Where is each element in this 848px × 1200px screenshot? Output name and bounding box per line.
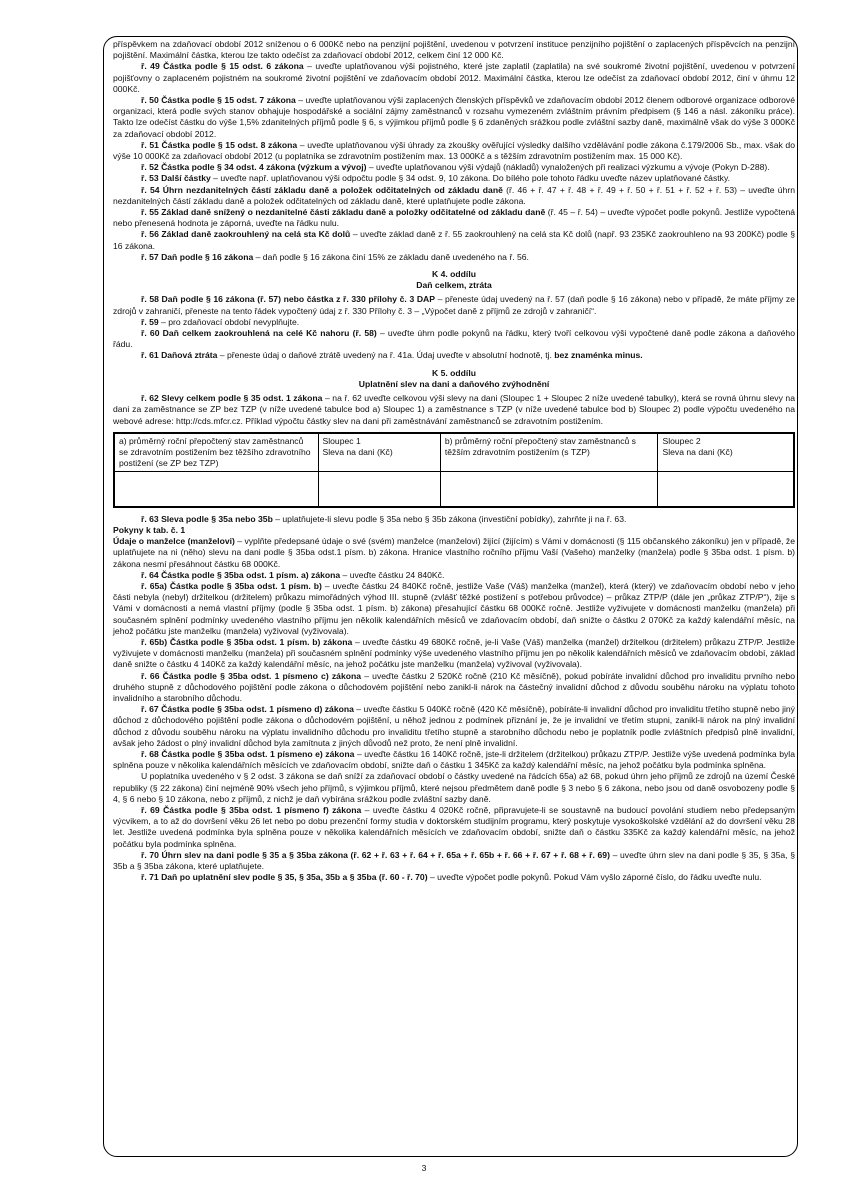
paragraph-r61: ř. 61 Daňová ztráta – přeneste údaj o daňové ztrátě uvedený na ř. 41a. Údaj uveďte v absolutní hodnotě, tj. bez znaménka minus. <box>141 350 643 361</box>
section-4-subtitle: Daň celkem, ztráta <box>416 280 492 291</box>
paragraph-r49: ř. 49 Částka podle § 15 odst. 6 zákona – uveďte uplatňovanou výši pojistného, které jste zaplatil (zaplatila) na své soukromé životní pojištění, uvedenou v potvrzení pojišťovny o zaplaceném pojistném na soukromé životní pojištění ve zdaňovacím období 2012. Maximální částka, kterou lze odečíst za zdaňovací období 2012, činí v úhrnu 12 000Kč. <box>113 61 795 94</box>
section-5-subtitle: Uplatnění slev na dani a daňového zvýhodnění <box>358 378 550 389</box>
paragraph-intro: příspěvkem na zdaňovací období 2012 sníženou o 6 000Kč nebo na penzijní pojištění, uvedenou v potvrzení instituce penzijního pojištění o zaplacených příspěvcích na penzijní pojištění. Maximální částka, kterou lze takto odečíst za zdaňovací období 2012, celkem činí 12 000 Kč. <box>113 39 795 61</box>
paragraph-r52: ř. 52 Částka podle § 34 odst. 4 zákona (výzkum a vývoj) – uveďte uplatňovanou výši výdajů (nákladů) vynaložených při realizaci výzkumu a vývoje (Pokyn D-288). <box>141 162 770 173</box>
paragraph-r51: ř. 51 Částka podle § 15 odst. 8 zákona – uveďte uplatňovanou výši úhrady za zkoušky ověřující výsledky dalšího vzdělávání podle zákona č.179/2006 Sb., max. však do výše 10 000Kč za zdaňovací období 2012 (u poplatníka se zdravotním postižením max. 13 000Kč a s těžším zdravotním postižením max. 15 000 Kč). <box>113 139 795 162</box>
paragraph-r66: ř. 66 Částka podle § 35ba odst. 1 písmeno c) zákona – uveďte částku 2 520Kč ročně (210 Kč měsíčně), pokud pobíráte invalidní důchod pro invaliditu prvního nebo druhého stupně z důchodového pojištění podle zákona o důchodovém pojištění nebo zanikl-li nárok na částečný invalidní důchod z důvodu souběhu nároku na výplatu tohoto invalidního a starobního důchodu. <box>113 670 795 703</box>
paragraph-r55: ř. 55 Základ daně snížený o nezdanitelné části základu daně a položky odčitatelné od základu daně (ř. 45 – ř. 54) – uveďte výpočet podle pokynů. Jestliže vypočtená nebo přenesená hodnota je záporná, uveďte na řádku nulu. <box>113 207 795 229</box>
table-cell-col1-header: Sloupec 1 Sleva na dani (Kč) <box>318 433 440 472</box>
paragraph-r60: ř. 60 Daň celkem zaokrouhlená na celé Kč nahoru (ř. 58) – uveďte úhrn podle pokynů na řádku, který tvoří celkovou výši vypočtené daně podle zákona a daňového řádu. <box>113 328 795 350</box>
paragraph-r62: ř. 62 Slevy celkem podle § 35 odst. 1 zákona – na ř. 62 uveďte celkovou výši slevy na dani (Sloupec 1 + Sloupec 2 níže uvedené tabulky), která se rovná úhrnu slevy na dani za zaměstnance se ZP bez TZP (v níže uvedené tabulce bod a) Sloupec 1) a zaměstnance s TZP (v níže uvedené tabulce bod b) Sloupec 2) podle výpočtu uvedeného na webové adrese: http://cds.mfcr.cz. Příklad výpočtu částky slev na dani při zaměstnávání zaměstnanců se zdravotním postižením. <box>113 393 795 426</box>
page-number: 3 <box>421 1163 427 1173</box>
disability-discount-table <box>113 432 795 508</box>
paragraph-r63: ř. 63 Sleva podle § 35a nebo 35b – uplatňujete-li slevu podle § 35a nebo § 35b zákona (investiční pobídky), zahrňte ji na ř. 63. <box>141 513 627 524</box>
table-cell-b-label: b) průměrný roční přepočtený stav zaměstnanců s těžším zdravotním postižením (s TZP) <box>440 433 658 472</box>
table-header-row <box>114 433 794 472</box>
table-cell-col2-header: Sloupec 2 Sleva na dani (Kč) <box>658 433 794 472</box>
paragraph-r65a: ř. 65a) Částka podle § 35ba odst. 1 písm. b) – uveďte částku 24 840Kč ročně, jestliže Vaše (Váš) manželka (manžel), která (který) ve zdaňovacím období nebo v jeho části nebyla (nebyl) držitelkou (držitelem) průkazu mimořádných výhod III. stupně (zvlášť těžké postižení s potřebou průvodce) – průkaz ZTP/P (dále jen „průkaz ZTP/P“), žije s Vámi v domácnosti a nemá vlastní příjmy (podle § 35ba odst. 1 písm. b) zákona) přesahující částku 68 000Kč ročně. Jestliže vyživujete v domácnosti manželku (manžela) při současném splnění podmínky uvedeného vlastního příjmu jen několik kalendářních měsíců ve zdaňovacím období, daň snižte o částku 2 070Kč za každý kalendářní měsíc, na jehož počátku jste manželku (manžela) vyživoval (vyživovala). <box>113 580 795 636</box>
paragraph-r65b: ř. 65b) Částka podle § 35ba odst. 1 písm. b) zákona – uveďte částku 49 680Kč ročně, je-li Vaše (Váš) manželka (manžel) držitelkou (držitelem) průkazu ZTP/P. Jestliže vyživujete v domácnosti manželku (manžela) při současném splnění podmínky výše uvedeného vlastního příjmu jen po několik kalendářních měsíců ve zdaňovacím období, základ daně snižte o částku 4 140Kč za každý kalendářní měsíc, na jehož počátku jste manželku (manžela) vyživoval (vyživovala). <box>113 636 795 670</box>
table-cell-a-label: a) průměrný roční přepočtený stav zaměstnanců se zdravotním postižením bez těžšího zdravotního postižení (se ZP bez TZP) <box>114 433 318 472</box>
paragraph-r54: ř. 54 Úhrn nezdanitelných částí základu daně a položek odčitatelných od základu daně (ř. 46 + ř. 47 + ř. 48 + ř. 49 + ř. 50 + ř. 51 + ř. 52 + ř. 53) – uveďte úhrn nezdanitelných částí základu daně a položek odčitatelných od základu daně, které uplatňujete podle zákona. <box>113 184 796 206</box>
paragraph-r57: ř. 57 Daň podle § 16 zákona – daň podle § 16 zákona činí 15% ze základu daně uvedeného na ř. 56. <box>141 251 529 262</box>
paragraph-r59: ř. 59 – pro zdaňovací období nevyplňujte. <box>141 316 300 327</box>
table-input-col2[interactable] <box>658 471 794 507</box>
table-input-b[interactable] <box>440 471 658 507</box>
paragraph-r56: ř. 56 Základ daně zaokrouhlený na celá sta Kč dolů – uveďte základ daně z ř. 55 zaokrouhlený na celá sta Kč dolů (např. 93 235Kč zaokrouhleno na 93 200Kč) podle § 16 zákona. <box>113 229 795 251</box>
paragraph-r50: ř. 50 Částka podle § 15 odst. 7 zákona – uveďte uplatňovanou výši zaplacených členských příspěvků ve zdaňovacím období 2012 členem odborové organizace odborové organizaci, která podle svých stanov obhajuje hospodářské a sociální zájmy zaměstnanců v rozsahu vymezeném zvláštním právním předpisem (§ 146 a násl. zákoníku práce). Takto lze odečíst částku do výše 1,5% zdanitelných příjmů podle § 6, s výjimkou příjmů podle § 6 zdaněných srážkou podle zvláštní sazby daně, maximálně však do výše 3 000Kč za zdaňovací období 2012. <box>113 95 795 139</box>
table-input-row <box>114 471 794 507</box>
paragraph-r53: ř. 53 Další částky – uveďte např. uplatňovanou výši odpočtu podle § 34 odst. 9, 10 zákona. Do bílého pole tohoto řádku uveďte název uplatňované částky. <box>141 173 730 184</box>
paragraph-r68: ř. 68 Částka podle § 35ba odst. 1 písmeno e) zákona – uveďte částku 16 140Kč ročně, jste-li držitelem (držitelkou) průkazu ZTP/P. Jestliže výše uvedená podmínka byla splněna pouze v několika kalendářních měsících ve zdaňovacím období, snižte daň o částku 1 345Kč za každý kalendářní měsíc, na jehož počátku byla podmínka splněna. <box>113 748 795 771</box>
table-input-a[interactable] <box>114 471 318 507</box>
section-5-title: K 5. oddílu <box>432 367 476 378</box>
instructions-text <box>113 39 795 883</box>
paragraph-r69: ř. 69 Částka podle § 35ba odst. 1 písmeno f) zákona – uveďte částku 4 020Kč ročně, připravujete-li se soustavně na budoucí povolání studiem nebo předepsaným výcvikem, a to až do dovršení věku 26 let nebo po dobu prezenční formy studia v doktorském studijním programu, který poskytuje vysokoškolské vzdělání až do dovršení věku 28 let. Jestliže uvedená podmínka byla splněna pouze v několika kalendářních měsících ve zdaňovacím období, snižte daň o částku 335Kč za každý kalendářní měsíc, na jehož počátku byla podmínka splněna. <box>113 804 796 849</box>
paragraph-r64: ř. 64 Částka podle § 35ba odst. 1 písm. a) zákona – uveďte částku 24 840Kč. <box>141 569 445 580</box>
paragraph-r58: ř. 58 Daň podle § 16 zákona (ř. 57) nebo částka z ř. 330 přílohy č. 3 DAP – přeneste údaj uvedený na ř. 57 (daň podle § 16 zákona) nebo v případě, že máte příjmy ze zdrojů v zahraničí, přeneste na tento řádek vypočtený údaj z ř. 330 Přílohy č. 3 – „Výpočet daně z příjmů ze zdrojů v zahraničí“. <box>113 294 795 316</box>
section-4-title: K 4. oddílu <box>432 269 476 280</box>
table-input-col1[interactable] <box>318 471 440 507</box>
tab1-heading: Pokyny k tab. č. 1 <box>113 524 186 535</box>
paragraph-r70: ř. 70 Úhrn slev na dani podle § 35 a § 35ba zákona (ř. 62 + ř. 63 + ř. 64 + ř. 65a + ř. 65b + ř. 66 + ř. 67 + ř. 68 + ř. 69) – uveďte úhrn slev na dani podle § 35, § 35a, § 35b a § 35ba zákona, které uplatňujete. <box>113 849 795 871</box>
paragraph-foreign-taxpayer: U poplatníka uvedeného v § 2 odst. 3 zákona se daň sníží za zdaňovací období o částky uvedené na řádcích 65a) až 68, pokud úhrn jeho příjmů ze zdrojů na území České republiky (§ 22 zákona) činí nejméně 90% všech jeho příjmů, s výjimkou příjmů, které nejsou předmětem daně podle § 3 nebo § 6 zákona, nebo jsou od daně osvobozeny podle § 4, § 6 nebo § 10 zákona, nebo z příjmů, z nichž je daň vybírána srážkou podle zvláštní sazby daně. <box>113 771 795 804</box>
paragraph-r71: ř. 71 Daň po uplatnění slev podle § 35, § 35a, 35b a § 35ba (ř. 60 - ř. 70) – uveďte výpočet podle pokynů. Pokud Vám vyšlo záporné číslo, do řádku uveďte nulu. <box>141 872 762 883</box>
paragraph-manzel: Údaje o manželce (manželovi) – vyplňte předepsané údaje o své (svém) manželce (manželovi) žijící (žijícím) s Vámi v domácnosti (§ 115 občanského zákoníku) jen v případě, že uplatňujete na ni (něho) slevu na dani podle § 35ba odst.1 písm. b) zákona. Hranice vlastního ročního příjmu Vaší (Vašeho) manželky (manžela) podle § 35ba odst. 1 písm. b) zákona nesmí přesáhnout částku 68 000Kč. <box>113 536 795 569</box>
paragraph-r67: ř. 67 Částka podle § 35ba odst. 1 písmeno d) zákona – uveďte částku 5 040Kč ročně (420 Kč měsíčně), pobíráte-li invalidní důchod pro invaliditu třetího stupně nebo jiný důchod z důchodového pojištění podle zákona o důchodovém pojištění, u něhož jednou z podmínek přiznání je, že je invalidní ve třetím stupni, zanikl-li nárok na plný invalidní důchod z důvodu souběhu nároku na výplatu invalidního důchodu pro invaliditu třetího stupně a starobního důchodu nebo je poplatník podle zvláštních předpisů plně invalidní, avšak jeho žádost o plný invalidní důchod byla zamítnuta z jiných důvodů než proto, že není plně invalidní. <box>113 704 795 748</box>
